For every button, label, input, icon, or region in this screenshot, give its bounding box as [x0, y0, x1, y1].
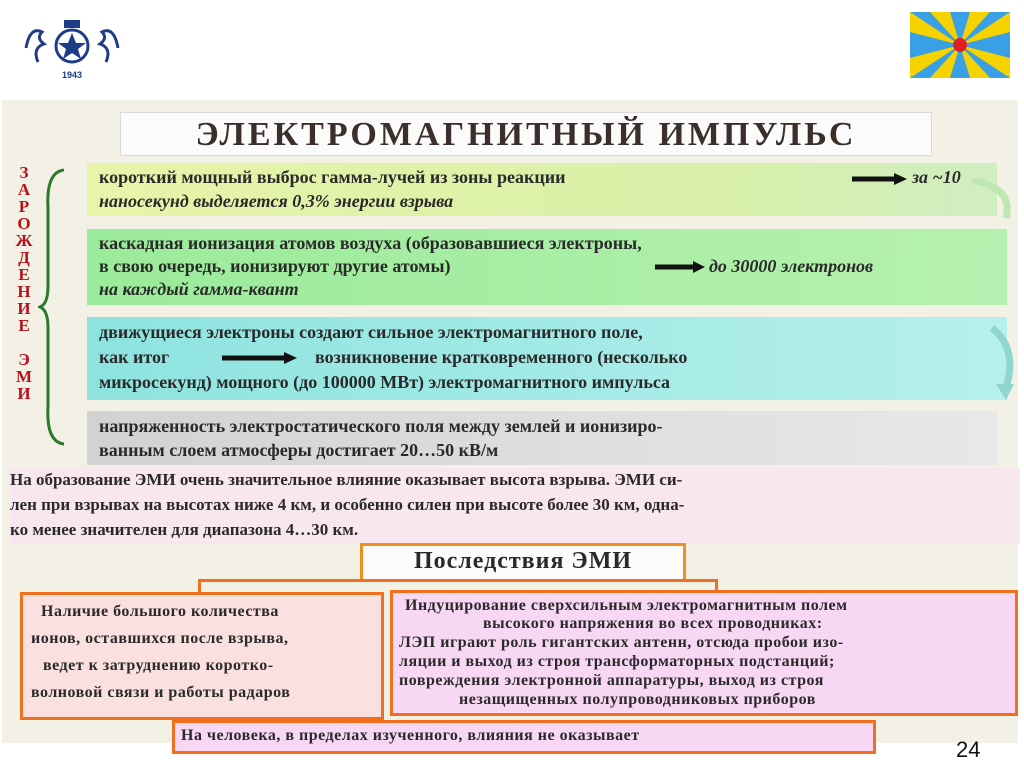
text-line: на каждый гамма-квант [99, 279, 299, 299]
arrow-right-icon [655, 261, 705, 269]
text-line: ванным слоем атмосферы достигает 20…50 кВ/м [99, 440, 499, 460]
vertical-letter: Ж [15, 231, 33, 250]
text-line: ко менее значителен для диапазона 4…30 км. [10, 520, 359, 539]
text-line: возникновение кратковременного (несколько [315, 347, 688, 367]
vertical-letter: И [17, 299, 31, 318]
vertical-letter: Д [18, 248, 30, 267]
air-force-flag-icon [910, 12, 1010, 78]
height-influence-paragraph [10, 468, 1020, 544]
text-line: На образование ЭМИ очень значительное влияние оказывает высота взрыва. ЭМИ си- [10, 470, 683, 489]
title-box [120, 112, 932, 156]
text-line: ведет к затруднению коротко- [43, 657, 274, 674]
box-electrostatic-field [87, 411, 997, 465]
text-line: за ~10 [912, 167, 961, 187]
text-line: в свою очередь, ионизируют другие атомы) [99, 256, 451, 276]
vertical-letter: О [17, 214, 31, 233]
text-line: ляции и выход из строя трансформаторных подстанций; [399, 653, 835, 670]
logo-year: 1943 [61, 70, 83, 80]
consequence-induction-box [390, 590, 1018, 716]
text-line: микросекунд) мощного (до 100000 МВт) электромагнитного импульса [99, 372, 671, 392]
page-number: 24 [956, 737, 981, 762]
box-cascade-ionization [87, 229, 1007, 305]
consequence-human-box [172, 720, 876, 754]
box-moving-electrons [87, 317, 1007, 400]
vertical-letter: Е [18, 316, 30, 335]
consequences-title: Последствия ЭМИ [413, 548, 633, 574]
connector-line [198, 579, 201, 593]
vertical-gap [12, 334, 36, 351]
text-line: каскадная ионизация атомов воздуха (образовавшиеся электроны, [99, 233, 642, 253]
text-line: короткий мощный выброс гамма-лучей из зоны реакции [99, 167, 566, 187]
slide-title: ЭЛЕКТРОМАГНИТНЫЙ ИМПУЛЬС [195, 116, 857, 153]
consequence-ionization-box [20, 592, 384, 720]
text-line: волновой связи и работы радаров [31, 684, 291, 701]
text-line: ионов, оставшихся после взрыва, [31, 630, 289, 647]
vertical-letter: И [17, 384, 31, 403]
vertical-letter: Н [17, 282, 31, 301]
text-line: до 30000 электронов [709, 256, 874, 276]
text-line: наносекунд выделяется 0,3% энергии взрыва [99, 191, 454, 211]
text-line: ЛЭП играют роль гигантских антенн, отсюда пробои изо- [399, 634, 844, 651]
vertical-letter: З [19, 163, 29, 182]
text-line: незащищенных полупроводниковых приборов [459, 691, 816, 708]
vertical-letter: А [17, 180, 31, 199]
university-logo [22, 18, 122, 80]
slide-body [2, 100, 1018, 743]
text-line: напряженность электростатического поля между землей и ионизиро- [99, 416, 663, 436]
slide-header [0, 0, 1024, 100]
consequences-title-box [360, 543, 686, 582]
text-line: как итог [99, 347, 170, 367]
logo-emblem-icon [22, 18, 122, 70]
text-line: На человека, в пределах изученного, влияния не оказывает [181, 727, 640, 744]
vertical-letter: М [15, 367, 33, 386]
text-line: Наличие большого количества [41, 603, 279, 620]
text-line: Индуцирование сверхсильным электромагнитным полем [405, 597, 848, 614]
box-gamma-emission [87, 163, 997, 216]
vertical-letter: Р [18, 197, 30, 216]
vertical-letter: Э [18, 350, 30, 369]
brace-icon [38, 168, 68, 446]
text-line: высокого напряжения во всех проводниках: [483, 615, 823, 632]
text-line: лен при взрывах на высотах ниже 4 км, и особенно силен при высоте более 30 км, одна- [10, 495, 685, 514]
vertical-letter: Е [18, 265, 30, 284]
curved-arrows-icon [962, 178, 1018, 458]
text-line: движущиеся электроны создают сильное электромагнитного поле, [99, 322, 643, 342]
text-line: повреждения электронной аппаратуры, выход из строя [399, 672, 824, 689]
arrow-right-icon [852, 173, 907, 181]
arrow-right-icon [222, 352, 297, 360]
vertical-label [12, 164, 36, 402]
connector-line [198, 579, 718, 582]
